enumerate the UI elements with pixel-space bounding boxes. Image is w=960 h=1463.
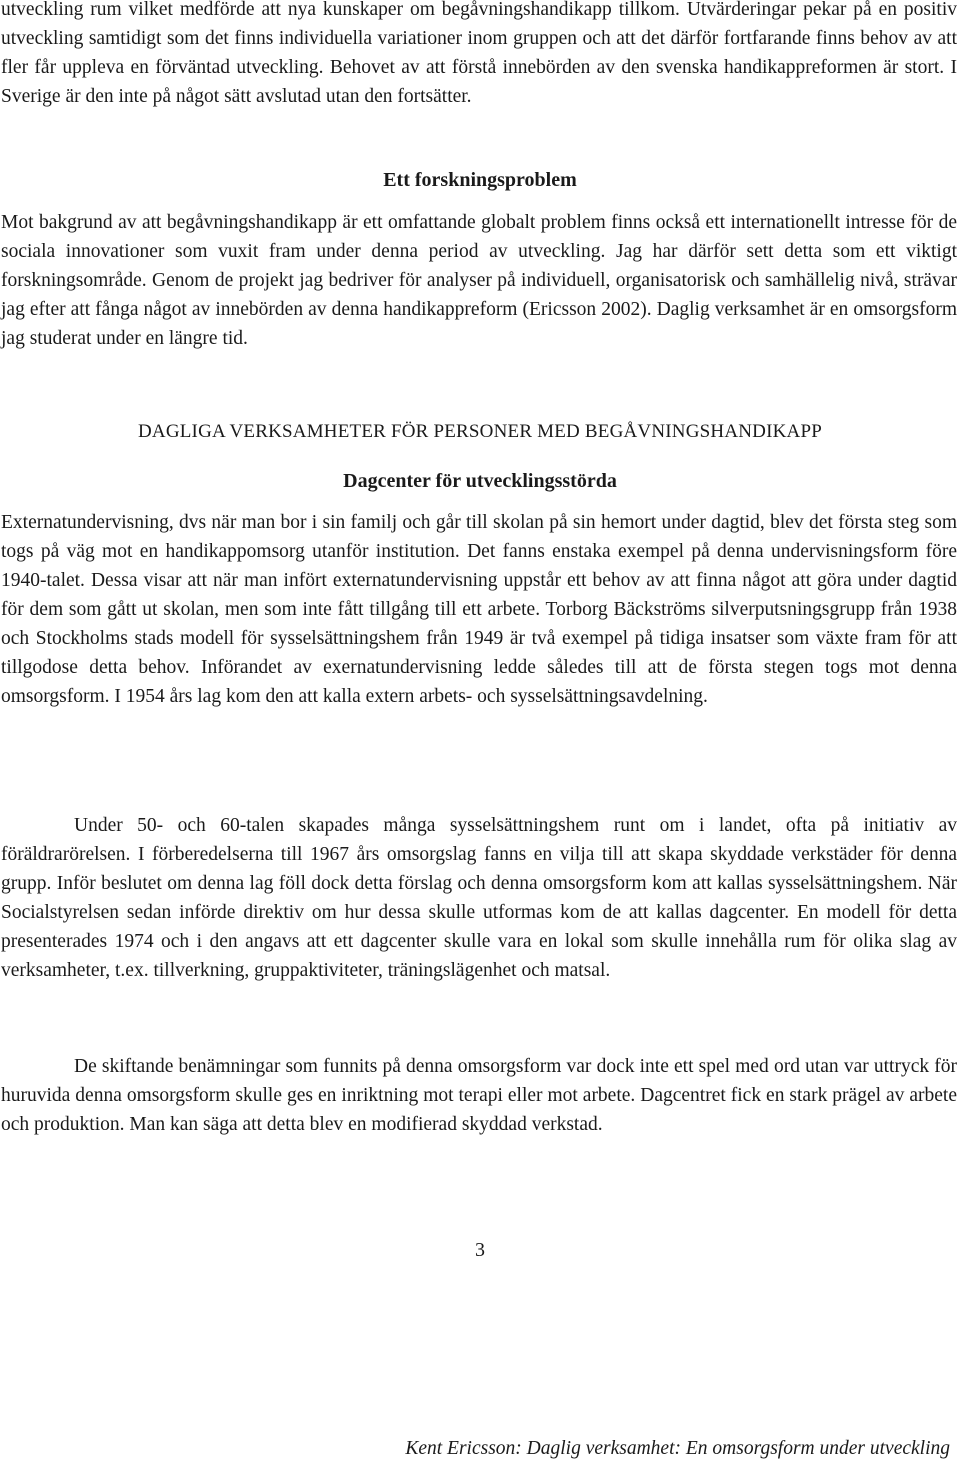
chapter-heading: DAGLIGA VERKSAMHETER FÖR PERSONER MED BEGÅVNINGSHANDIKAPP: [137, 421, 823, 442]
body-paragraph-1: Externatundervisning, dvs när man bor i sin familj och går till skolan på sin hemort under dagtid, blev det första steg som togs på väg mot en handikappomsorg utanför institution. Det fanns enstaka exempel på denna undervisningsform före 1940-talet. Dessa visar att när man infört externatundervisning uppstår ett behov av att finna något att göra under dagtid för dem som gått ut skolan, men som inte fått tillgång till ett arbete. Torborg Bäckströms silverputsningsgrupp från 1938 och Stockholms stads modell för sysselsättningshem från 1949 är två exempel på tidiga insatser som växte fram för att tillgodose detta behov. Införandet av exernatundervisning ledde således till att de första stegen togs mot denna omsorgsform. I 1954 års lag kom den att kalla extern arbets- och sysselsättningsavdelning.: [1, 512, 957, 707]
body-paragraph-2: Under 50- och 60-talen skapades många sysselsättningshem runt om i landet, ofta på initiativ av föräldrarörelsen. I förberedelserna till 1967 års omsorgslag fanns en vilja till att skapa skyddade verkstäder för denna grupp. Inför beslutet om denna lag föll dock detta förslag och denna omsorgsform kom att kallas sysselsättningshem. När Socialstyrelsen sedan införde direktiv om hur dessa skulle utformas kom de att kallas dagcenter. En modell för detta presenterades 1974 och i den angavs att ett dagcenter skulle vara en lokal som skulle innehålla rum för olika slag av verksamheter, t.ex. tillverkning, gruppaktiviteter, träningslägenhet och matsal.: [1, 815, 957, 981]
section-heading-dagcenter: Dagcenter för utvecklingsstörda: [343, 470, 617, 492]
section-paragraph-forskningsproblem: Mot bakgrund av att begåvningshandikapp är ett omfattande globalt problem finns också ett internationellt intresse för de sociala innovationer som vuxit fram under denna period av utveckling. Jag har därför sett detta som ett viktigt forskningsområde. Genom de projekt jag bedriver för analyser på individuell, organisatorisk och samhällelig nivå, strävar jag efter att fånga något av innebörden av denna handikappreform (Ericsson 2002). Daglig verksamhet är en omsorgsform jag studerat under en längre tid.: [1, 212, 957, 349]
intro-paragraph: utveckling rum vilket medförde att nya kunskaper om begåvningshandikapp tillkom. Utvärderingar pekar på en positiv utveckling samtidigt som det finns individuella variationer inom gruppen och att det därför fortfarande finns behov av att fler får uppleva en förväntad utveckling. Behovet av att förstå innebörden av den svenska handikappreformen är stort. I Sverige är den inte på något sätt avslutad utan den fortsätter.: [1, 0, 957, 107]
body-paragraph-3: De skiftande benämningar som funnits på denna omsorgsform var dock inte ett spel med ord utan var uttryck för huruvida denna omsorgsform skulle ges en inriktning mot terapi eller mot arbete. Dagcentret fick en stark prägel av arbete och produktion. Man kan säga att detta blev en modifierad skyddad verkstad.: [1, 1056, 957, 1135]
section-heading-forskningsproblem: Ett forskningsproblem: [383, 169, 577, 191]
page-number: 3: [475, 1239, 485, 1261]
page-footer: Kent Ericsson: Daglig verksamhet: En omsorgsform under utveckling: [405, 1438, 950, 1459]
